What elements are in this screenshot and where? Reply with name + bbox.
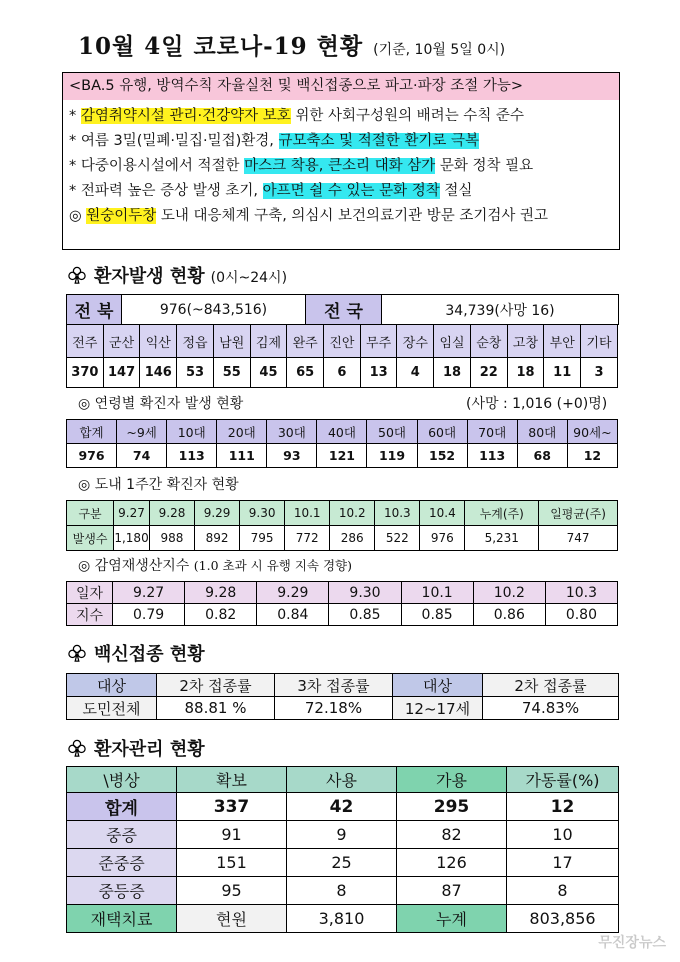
bullet-star: *	[69, 158, 77, 174]
jeonbuk-value: 976(~843,516)	[122, 295, 306, 325]
care-cell: 95	[177, 877, 287, 905]
weekly-value: 522	[375, 526, 420, 551]
age-value: 976	[67, 444, 117, 468]
weekly-value: 892	[195, 526, 240, 551]
rt-date: 9.28	[185, 582, 257, 604]
weekly-header: 9.30	[240, 501, 285, 526]
city-count: 18	[434, 358, 471, 388]
city-name: 군산	[103, 325, 140, 358]
age-header: 합계	[67, 420, 117, 444]
notice-text: 위한 사회구성원의 배려는 수칙 준수	[290, 108, 524, 124]
city-count: 147	[103, 358, 140, 388]
age-value: 12	[567, 444, 617, 468]
highlight-text: 원숭이두창	[86, 208, 157, 224]
care-cell: 91	[177, 821, 287, 849]
rt-date: 9.30	[329, 582, 401, 604]
section-title: 환자발생 현황	[94, 266, 205, 287]
city-count: 53	[177, 358, 214, 388]
age-value: 113	[167, 444, 217, 468]
notice-line-5	[69, 204, 548, 228]
highlight-text: 규모축소 및 적절한 환기로 극복	[278, 133, 480, 149]
care-header: 가동률(%)	[507, 767, 619, 793]
highlight-text: 아프면 쉴 수 있는 문화 정착	[262, 183, 440, 199]
city-name: 전주	[67, 325, 104, 358]
city-name: 임실	[434, 325, 471, 358]
city-count: 370	[67, 358, 104, 388]
weekly-value: 1,180	[114, 526, 150, 551]
current-label: 현원	[177, 905, 287, 933]
section-header-patients	[68, 262, 287, 288]
vaccine-header: 대상	[67, 674, 157, 697]
patients-summary-table	[66, 294, 619, 325]
rt-title: ◎ 감염재생산지수	[78, 558, 190, 574]
rt-value: 0.85	[329, 604, 401, 626]
rt-date: 10.3	[545, 582, 617, 604]
notice-text: 여름 3밀(밀폐·밀집·밀접)환경,	[80, 133, 279, 149]
watermark-logo: 무진장뉴스	[598, 935, 666, 951]
rt-value: 0.85	[401, 604, 473, 626]
care-header: 사용	[287, 767, 397, 793]
weekly-value: 5,231	[465, 526, 539, 551]
care-cell: 17	[507, 849, 619, 877]
title-main: 10월 4일 코로나-19 현황	[78, 33, 364, 60]
city-name: 남원	[213, 325, 250, 358]
current-value: 3,810	[287, 905, 397, 933]
weekly-value: 795	[240, 526, 285, 551]
notice-text: 절실	[439, 183, 473, 199]
age-header: 20대	[217, 420, 267, 444]
care-row-label: 합계	[67, 793, 177, 821]
weekly-value: 286	[330, 526, 375, 551]
rt-value: 0.80	[545, 604, 617, 626]
city-count: 4	[397, 358, 434, 388]
city-name: 고창	[507, 325, 544, 358]
weekly-header: 10.1	[285, 501, 330, 526]
weekly-row-label: 발생수	[67, 526, 114, 551]
age-header: 60대	[417, 420, 467, 444]
jeonbuk-label: 전 북	[67, 295, 122, 325]
city-count: 45	[250, 358, 287, 388]
care-header: 가용	[397, 767, 507, 793]
vaccine-table	[66, 673, 619, 720]
title-note: (기준, 10월 5일 0시)	[373, 42, 506, 58]
vaccine-cell: 도민전체	[67, 697, 157, 720]
care-table	[66, 766, 619, 933]
age-value: 119	[367, 444, 417, 468]
vaccine-cell: 74.83%	[483, 697, 619, 720]
city-name: 익산	[140, 325, 177, 358]
weekly-value: 976	[420, 526, 465, 551]
age-table	[66, 419, 618, 468]
club-icon	[68, 266, 86, 284]
care-cell: 82	[397, 821, 507, 849]
bullet-star: *	[69, 133, 77, 149]
age-section-title: ◎ 연령별 확진자 발생 현황	[78, 396, 244, 412]
section-title: 환자관리 현황	[94, 739, 205, 760]
weekly-value: 747	[539, 526, 618, 551]
total-value: 803,856	[507, 905, 619, 933]
weekly-header: 10.3	[375, 501, 420, 526]
city-name: 정읍	[177, 325, 214, 358]
city-name: 무주	[360, 325, 397, 358]
care-cell: 295	[397, 793, 507, 821]
section-header-vaccine	[68, 640, 205, 666]
age-value: 93	[267, 444, 317, 468]
notice-text: 다중이용시설에서 적절한	[80, 158, 245, 174]
care-row-label: 중증	[67, 821, 177, 849]
care-header: 확보	[177, 767, 287, 793]
weekly-header: 9.28	[149, 501, 194, 526]
weekly-header: 9.29	[195, 501, 240, 526]
section-title: 백신접종 현황	[94, 644, 205, 665]
age-header: 80대	[517, 420, 567, 444]
rt-value: 0.82	[185, 604, 257, 626]
age-header: 70대	[467, 420, 517, 444]
age-value: 121	[317, 444, 367, 468]
weekly-header: 구분	[67, 501, 114, 526]
age-header: 10대	[167, 420, 217, 444]
rt-section-title	[78, 555, 352, 575]
city-count: 18	[507, 358, 544, 388]
care-cell: 42	[287, 793, 397, 821]
weekly-header: 9.27	[114, 501, 150, 526]
weekly-value: 772	[285, 526, 330, 551]
care-cell: 8	[507, 877, 619, 905]
bullet-star: *	[69, 183, 77, 199]
age-header: 50대	[367, 420, 417, 444]
weekly-section-title: ◎ 도내 1주간 확진자 현황	[78, 477, 239, 493]
care-cell: 126	[397, 849, 507, 877]
city-count: 6	[324, 358, 361, 388]
weekly-header: 누계(주)	[465, 501, 539, 526]
city-name: 부안	[544, 325, 581, 358]
notice-text: 문화 정착 필요	[435, 158, 534, 174]
club-icon	[68, 739, 86, 757]
care-cell: 151	[177, 849, 287, 877]
care-cell: 8	[287, 877, 397, 905]
age-value: 113	[467, 444, 517, 468]
notice-header: <BA.5 유행, 방역수칙 자율실천 및 백신접종으로 파고·파장 조절 가능>	[63, 73, 619, 100]
total-label: 누계	[397, 905, 507, 933]
age-value: 68	[517, 444, 567, 468]
death-note: (사망 : 1,016 (+0)명)	[466, 396, 608, 412]
rt-date: 10.2	[473, 582, 545, 604]
notice-line-1	[69, 104, 524, 128]
notice-line-4	[69, 179, 472, 203]
notice-text: 전파력 높은 증상 발생 초기,	[80, 183, 263, 199]
vaccine-header: 2차 접종률	[157, 674, 275, 697]
care-header: \병상	[67, 767, 177, 793]
vaccine-header: 2차 접종률	[483, 674, 619, 697]
rt-date: 10.1	[401, 582, 473, 604]
city-name: 장수	[397, 325, 434, 358]
rt-value: 0.86	[473, 604, 545, 626]
vaccine-cell: 12~17세	[393, 697, 483, 720]
section-subtitle: (0시~24시)	[210, 270, 288, 286]
club-icon	[68, 644, 86, 662]
city-table	[66, 324, 618, 388]
care-cell: 25	[287, 849, 397, 877]
rt-value: 0.79	[113, 604, 185, 626]
age-value: 74	[117, 444, 167, 468]
weekly-table	[66, 500, 618, 551]
age-header: ~9세	[117, 420, 167, 444]
rt-index-label: 지수	[67, 604, 113, 626]
vaccine-header: 3차 접종률	[275, 674, 393, 697]
section-header-care	[68, 735, 205, 761]
city-count: 146	[140, 358, 177, 388]
city-count: 55	[213, 358, 250, 388]
city-count: 22	[470, 358, 507, 388]
city-name: 기타	[581, 325, 618, 358]
age-header: 30대	[267, 420, 317, 444]
care-row-label: 중등증	[67, 877, 177, 905]
weekly-value: 988	[149, 526, 194, 551]
city-name: 순창	[470, 325, 507, 358]
bullet-mark: ◎	[69, 208, 82, 224]
national-value: 34,739(사망 16)	[382, 295, 619, 325]
table-row	[67, 849, 619, 877]
notice-line-3	[69, 154, 533, 178]
rt-date: 9.29	[257, 582, 329, 604]
page-title	[78, 28, 505, 61]
home-care-label: 재택치료	[67, 905, 177, 933]
vaccine-header: 대상	[393, 674, 483, 697]
care-cell: 10	[507, 821, 619, 849]
age-value: 152	[417, 444, 467, 468]
notice-box	[62, 72, 620, 250]
highlight-text: 감염취약시설 관리·건강약자 보호	[80, 108, 291, 124]
table-row	[67, 793, 619, 821]
weekly-header: 일평균(주)	[539, 501, 618, 526]
rt-title-note: (1.0 초과 시 유행 지속 경향)	[193, 558, 352, 573]
rt-table	[66, 581, 618, 626]
rt-date: 9.27	[113, 582, 185, 604]
rt-date-label: 일자	[67, 582, 113, 604]
vaccine-cell: 88.81 %	[157, 697, 275, 720]
city-count: 65	[287, 358, 324, 388]
care-cell: 87	[397, 877, 507, 905]
bullet-star: *	[69, 108, 77, 124]
care-cell: 337	[177, 793, 287, 821]
national-label: 전 국	[306, 295, 382, 325]
care-cell: 9	[287, 821, 397, 849]
highlight-text: 마스크 착용, 큰소리 대화 삼가	[244, 158, 436, 174]
city-count: 3	[581, 358, 618, 388]
table-row	[67, 821, 619, 849]
city-count: 13	[360, 358, 397, 388]
weekly-header: 10.2	[330, 501, 375, 526]
city-name: 김제	[250, 325, 287, 358]
notice-line-2	[69, 129, 479, 153]
city-name: 완주	[287, 325, 324, 358]
city-count: 11	[544, 358, 581, 388]
care-cell: 12	[507, 793, 619, 821]
notice-text: 도내 대응체계 구축, 의심시 보건의료기관 방문 조기검사 권고	[156, 208, 548, 224]
vaccine-cell: 72.18%	[275, 697, 393, 720]
rt-value: 0.84	[257, 604, 329, 626]
age-value: 111	[217, 444, 267, 468]
age-header: 40대	[317, 420, 367, 444]
weekly-header: 10.4	[420, 501, 465, 526]
city-name: 진안	[324, 325, 361, 358]
age-header: 90세~	[567, 420, 617, 444]
care-row-label: 준중증	[67, 849, 177, 877]
table-row	[67, 877, 619, 905]
